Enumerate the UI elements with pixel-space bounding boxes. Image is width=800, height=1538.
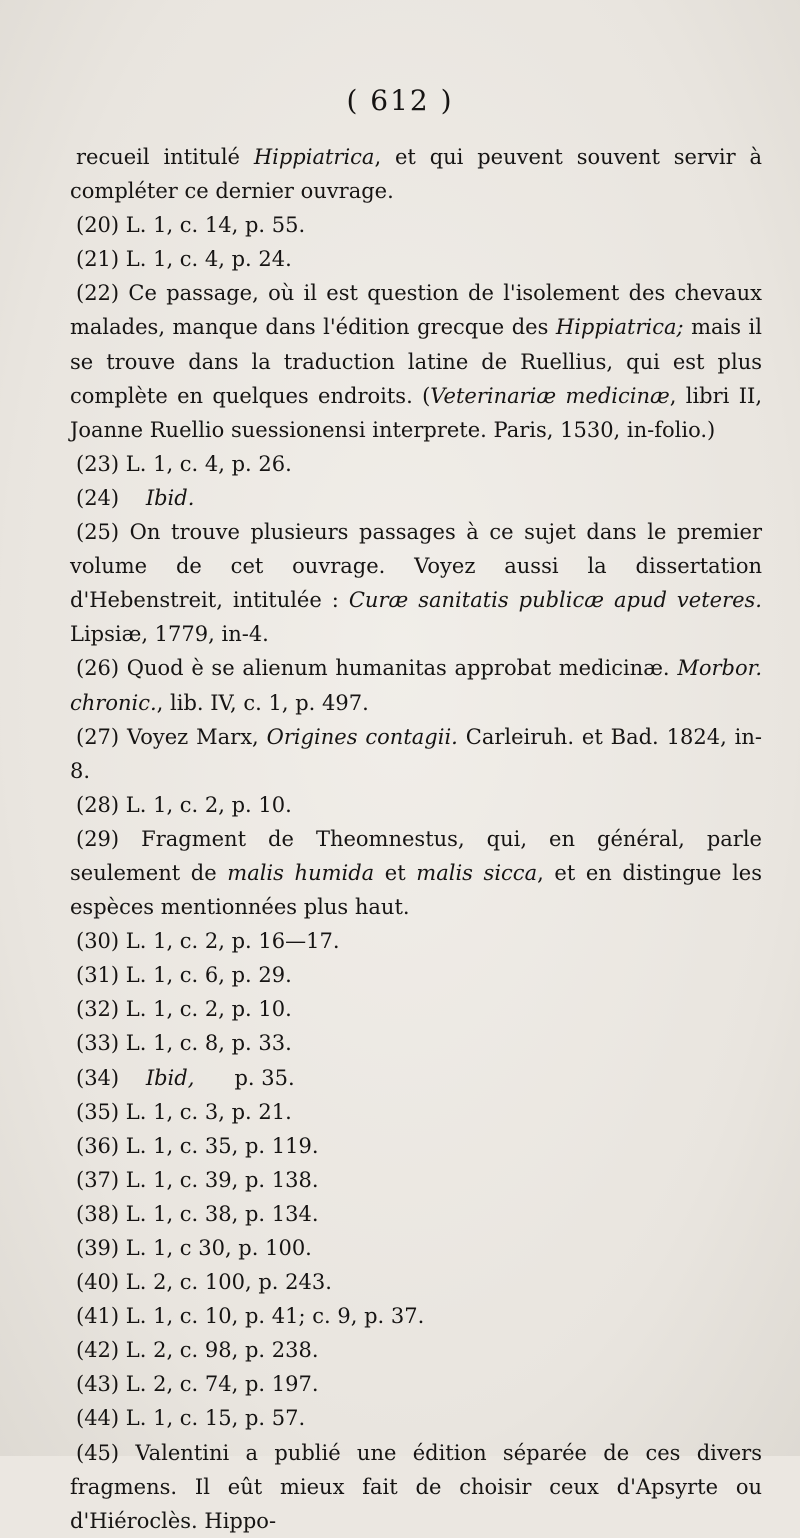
footnote-25: (25) On trouve plusieurs passages à ce sujet dans le premier volume de cet ouvrage. Voyez aussi la dissertation d'Hebenstreit, intitulée : Curæ sanitatis publicæ apud veteres. Lipsiæ, 1779, in-4. bbox=[70, 520, 762, 647]
footnote-34: (34) Ibid, p. 35. bbox=[76, 1065, 295, 1090]
footnote-44: (44) L. 1, c. 15, p. 57. bbox=[76, 1406, 306, 1431]
footnote-30: (30) L. 1, c. 2, p. 16—17. bbox=[76, 929, 340, 954]
footnote-45: (45) Valentini a publié une édition séparée de ces divers fragmens. Il eût mieux fait de choisir ceux d'Apsyrte ou d'Hiéroclès. Hippo- bbox=[70, 1440, 762, 1533]
footnote-27: (27) Voyez Marx, Origines contagii. Carleiruh. et Bad. 1824, in-8. bbox=[70, 724, 762, 783]
footnote-23: (23) L. 1, c. 4, p. 26. bbox=[76, 451, 292, 476]
footnote-20: (20) L. 1, c. 14, p. 55. bbox=[76, 213, 306, 238]
footnote-36: (36) L. 1, c. 35, p. 119. bbox=[76, 1133, 319, 1158]
footnote-24: (24) Ibid. bbox=[76, 485, 195, 510]
footnote-35: (35) L. 1, c. 3, p. 21. bbox=[76, 1099, 292, 1124]
intro-paragraph: recueil intitulé Hippiatrica, et qui peuvent souvent servir à compléter ce dernier ouvrage. bbox=[70, 145, 762, 204]
footnote-29: (29) Fragment de Theomnestus, qui, en général, parle seulement de malis humida et malis sicca, et en distingue les espèces mentionnées plus haut. bbox=[70, 826, 762, 920]
footnote-26: (26) Quod è se alienum humanitas approbat medicinæ. Morbor. chronic., lib. IV, c. 1, p. 497. bbox=[70, 656, 762, 715]
footnote-37: (37) L. 1, c. 39, p. 138. bbox=[76, 1167, 319, 1192]
footnote-32: (32) L. 1, c. 2, p. 10. bbox=[76, 997, 292, 1022]
footnote-43: (43) L. 2, c. 74, p. 197. bbox=[76, 1372, 319, 1397]
footnote-38: (38) L. 1, c. 38, p. 134. bbox=[76, 1201, 319, 1226]
footnote-33: (33) L. 1, c. 8, p. 33. bbox=[76, 1031, 292, 1056]
footnotes-text bbox=[70, 140, 762, 1538]
footnote-42: (42) L. 2, c. 98, p. 238. bbox=[76, 1338, 319, 1363]
footnote-28: (28) L. 1, c. 2, p. 10. bbox=[76, 792, 292, 817]
footnote-21: (21) L. 1, c. 4, p. 24. bbox=[76, 247, 292, 272]
footnote-40: (40) L. 2, c. 100, p. 243. bbox=[76, 1270, 332, 1295]
footnote-31: (31) L. 1, c. 6, p. 29. bbox=[76, 963, 292, 988]
footnote-22: (22) Ce passage, où il est question de l'isolement des chevaux malades, manque dans l'édition grecque des Hippiatrica; mais il se trouve dans la traduction latine de Ruellius, qui est plus complète en quelques endroits. (Veterinariæ medicinæ, libri II, Joanne Ruellio suessionensi interprete. Paris, 1530, in-folio.) bbox=[70, 281, 762, 442]
footnote-39: (39) L. 1, c 30, p. 100. bbox=[76, 1236, 312, 1260]
page-number: ( 612 ) bbox=[346, 84, 454, 117]
footnote-41: (41) L. 1, c. 10, p. 41; c. 9, p. 37. bbox=[76, 1304, 425, 1329]
